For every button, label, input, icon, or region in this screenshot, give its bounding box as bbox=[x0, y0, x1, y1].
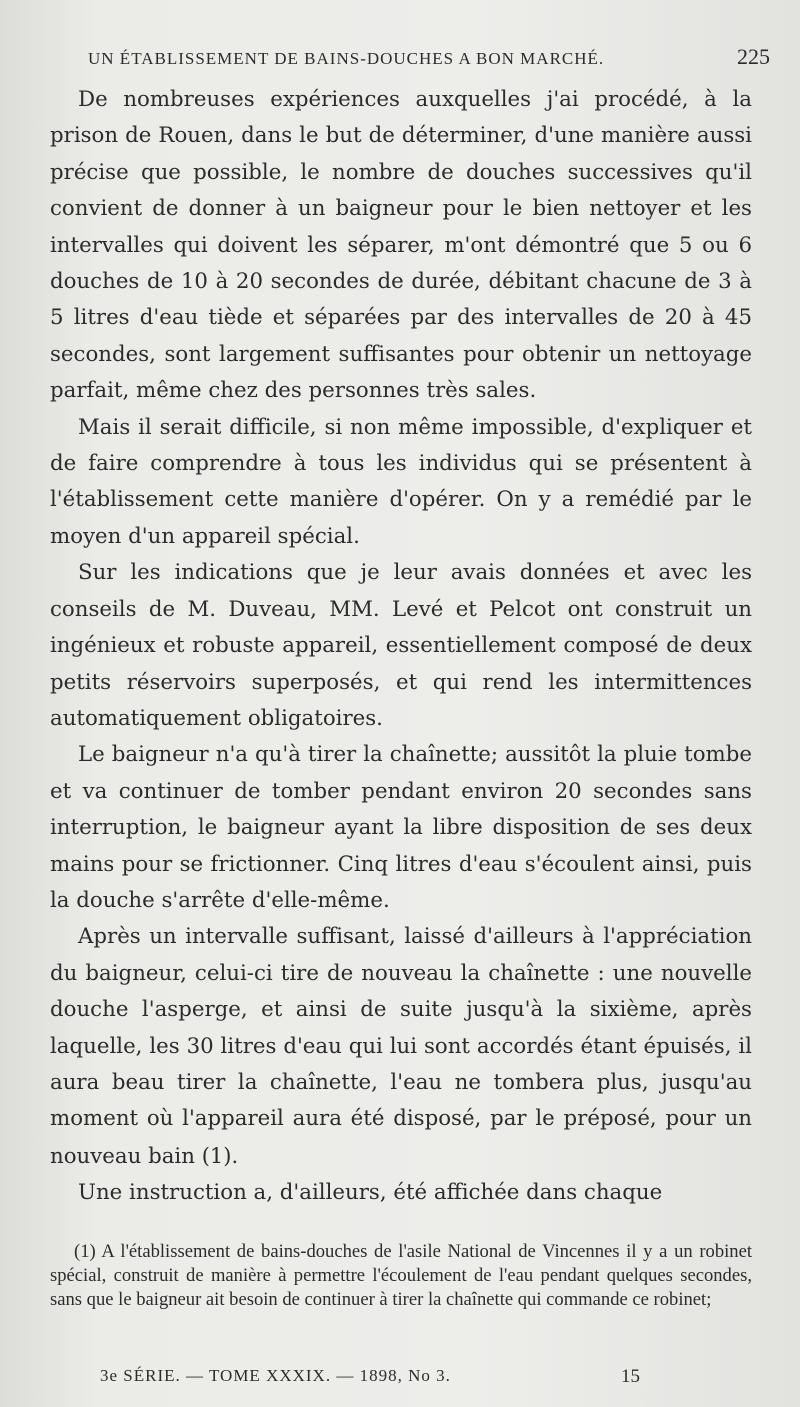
paragraph-4: Le baigneur n'a qu'à tirer la chaînette; aussitôt la pluie tombe et va continuer de tomber pendant environ 20 secondes sans interruption, le baigneur ayant la libre disposition de ses deux mains pour se frictionner. Cinq litres d'eau s'écoulent ainsi, puis la douche s'arrête d'elle-même. bbox=[50, 742, 752, 913]
paragraph-5 bbox=[50, 919, 752, 1175]
footnote-reference: (1). bbox=[201, 1143, 239, 1168]
paragraph-1: De nombreuses expériences auxquelles j'ai procédé, à la prison de Rouen, dans le but de déterminer, d'une manière aussi précise que possible, le nombre de douches successives qu'il convient de donner à un baigneur pour le bien nettoyer et les intervalles qui doivent les séparer, m'ont démontré que 5 ou 6 douches de 10 à 20 secondes de durée, débitant chacune de 3 à 5 litres d'eau tiède et séparées par des intervalles de 20 à 45 secondes, sont largement suffisantes pour obtenir un nettoyage parfait, même chez des personnes très sales. bbox=[50, 87, 752, 404]
paragraph-3: Sur les indications que je leur avais données et avec les conseils de M. Duveau, MM. Levé et Pelcot ont construit un ingénieux et robuste appareil, essentiellement composé de deux petits réservoirs superposés, et qui rend les intermittences automatiquement obligatoires. bbox=[50, 560, 752, 731]
paragraph-5-text: Après un intervalle suffisant, laissé d'ailleurs à l'appréciation du baigneur, celui-ci tire de nouveau la chaînette : une nouvelle douche l'asperge, et ainsi de suite jusqu'à la sixième, après laquelle, les 30 litres d'eau qui lui sont accordés étant épuisés, il aura beau tirer la chaînette, l'eau ne tombera plus, jusqu'au moment où l'appareil aura été disposé, par le préposé, pour un nouveau bain bbox=[50, 924, 752, 1169]
running-title: UN ÉTABLISSEMENT DE BAINS-DOUCHES A BON MARCHÉ. bbox=[88, 49, 605, 68]
running-head bbox=[88, 44, 770, 70]
page-number: 225 bbox=[737, 44, 770, 69]
paragraph-6: Une instruction a, d'ailleurs, été affichée dans chaque bbox=[78, 1180, 663, 1206]
signature-mark: 15 bbox=[621, 1366, 640, 1387]
paragraph-2: Mais il serait difficile, si non même impossible, d'expliquer et de faire comprendre à tous les individus qui se présentent à l'établissement cette manière d'opérer. On y a remédié par le moyen d'un appareil spécial. bbox=[50, 414, 752, 549]
footnote bbox=[50, 1240, 752, 1311]
footer bbox=[100, 1366, 640, 1388]
series-line: 3e SÉRIE. — TOME XXXIX. — 1898, No 3. bbox=[100, 1366, 451, 1385]
body-text bbox=[50, 82, 752, 1212]
footnote-text: (1) A l'établissement de bains-douches de l'asile National de Vincennes il y a un robinet spécial, construit de manière à permettre l'écoulement de l'eau pendant quelques secondes, sans que le baigneur ait besoin de continuer à tirer la chaînette qui commande ce robinet; bbox=[50, 1241, 752, 1310]
